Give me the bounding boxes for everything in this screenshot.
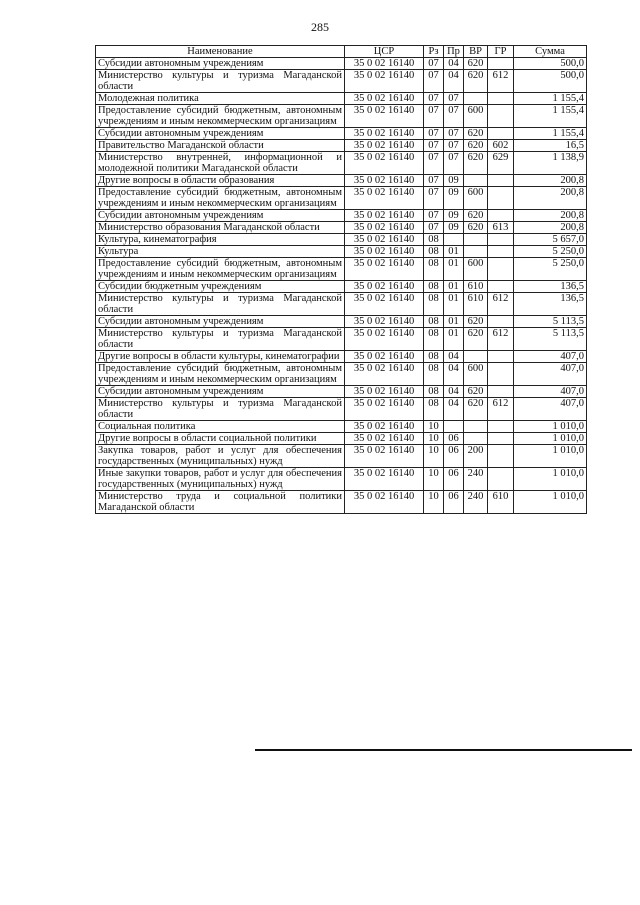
- table-row: [96, 445, 587, 468]
- table-row: [96, 140, 587, 152]
- row-pr: 07: [444, 128, 464, 140]
- row-vr: [464, 246, 488, 258]
- row-name: Субсидии автономным учреждениям: [96, 316, 345, 328]
- table-row: [96, 433, 587, 445]
- table-row: [96, 246, 587, 258]
- row-sum: 1 010,0: [514, 421, 587, 433]
- row-rz: 10: [424, 491, 444, 514]
- row-csr: 35 0 02 16140: [345, 105, 424, 128]
- row-rz: 08: [424, 328, 444, 351]
- row-sum: 200,8: [514, 187, 587, 210]
- table-row: [96, 58, 587, 70]
- table-row: [96, 491, 587, 514]
- row-name: Субсидии автономным учреждениям: [96, 58, 345, 70]
- row-sum: 1 155,4: [514, 93, 587, 105]
- row-name: Иные закупки товаров, работ и услуг для обеспечения государственных (муниципальных) нужд: [96, 468, 345, 491]
- row-name: Предоставление субсидий бюджетным, автономным учреждениям и иным некоммерческим организациям: [96, 105, 345, 128]
- table-row: [96, 351, 587, 363]
- page-number: 285: [311, 20, 329, 34]
- row-pr: 04: [444, 58, 464, 70]
- row-pr: 01: [444, 316, 464, 328]
- row-vr: 600: [464, 187, 488, 210]
- row-gr: [488, 234, 514, 246]
- table-row: [96, 210, 587, 222]
- row-sum: 1 010,0: [514, 433, 587, 445]
- row-name: Министерство труда и социальной политики Магаданской области: [96, 491, 345, 514]
- row-gr: [488, 128, 514, 140]
- row-csr: 35 0 02 16140: [345, 328, 424, 351]
- row-csr: 35 0 02 16140: [345, 421, 424, 433]
- row-gr: [488, 468, 514, 491]
- table-header-row: [96, 46, 587, 58]
- row-rz: 08: [424, 386, 444, 398]
- row-pr: 01: [444, 328, 464, 351]
- header-pr: Пр: [444, 46, 464, 58]
- row-name: Министерство культуры и туризма Магаданской области: [96, 293, 345, 316]
- row-pr: 07: [444, 140, 464, 152]
- row-sum: 1 155,4: [514, 105, 587, 128]
- header-name: Наименование: [96, 46, 345, 58]
- row-vr: [464, 433, 488, 445]
- row-vr: [464, 234, 488, 246]
- row-rz: 07: [424, 140, 444, 152]
- row-vr: [464, 421, 488, 433]
- row-csr: 35 0 02 16140: [345, 386, 424, 398]
- table-row: [96, 234, 587, 246]
- row-csr: 35 0 02 16140: [345, 293, 424, 316]
- row-vr: 620: [464, 58, 488, 70]
- table-row: [96, 398, 587, 421]
- row-pr: 09: [444, 175, 464, 187]
- header-csr: ЦСР: [345, 46, 424, 58]
- row-csr: 35 0 02 16140: [345, 398, 424, 421]
- row-name: Министерство культуры и туризма Магаданской области: [96, 70, 345, 93]
- header-gr: ГР: [488, 46, 514, 58]
- table-row: [96, 152, 587, 175]
- row-rz: 08: [424, 293, 444, 316]
- row-name: Другие вопросы в области социальной политики: [96, 433, 345, 445]
- table-row: [96, 386, 587, 398]
- row-csr: 35 0 02 16140: [345, 445, 424, 468]
- row-pr: [444, 421, 464, 433]
- row-name: Министерство образования Магаданской области: [96, 222, 345, 234]
- row-name: Культура: [96, 246, 345, 258]
- row-pr: 07: [444, 152, 464, 175]
- row-rz: 08: [424, 363, 444, 386]
- row-csr: 35 0 02 16140: [345, 316, 424, 328]
- row-sum: 1 138,9: [514, 152, 587, 175]
- row-sum: 1 010,0: [514, 468, 587, 491]
- row-pr: 06: [444, 445, 464, 468]
- row-rz: 07: [424, 222, 444, 234]
- row-name: Правительство Магаданской области: [96, 140, 345, 152]
- row-vr: 240: [464, 491, 488, 514]
- row-csr: 35 0 02 16140: [345, 128, 424, 140]
- row-rz: 07: [424, 105, 444, 128]
- row-vr: [464, 351, 488, 363]
- row-name: Министерство культуры и туризма Магаданской области: [96, 398, 345, 421]
- row-pr: 06: [444, 491, 464, 514]
- row-rz: 07: [424, 187, 444, 210]
- row-sum: 1 010,0: [514, 445, 587, 468]
- row-vr: 620: [464, 140, 488, 152]
- row-name: Молодежная политика: [96, 93, 345, 105]
- row-name: Предоставление субсидий бюджетным, автономным учреждениям и иным некоммерческим организациям: [96, 258, 345, 281]
- row-rz: 07: [424, 93, 444, 105]
- row-gr: [488, 316, 514, 328]
- row-gr: 613: [488, 222, 514, 234]
- table-row: [96, 281, 587, 293]
- row-rz: 08: [424, 234, 444, 246]
- row-rz: 10: [424, 421, 444, 433]
- row-sum: 200,8: [514, 222, 587, 234]
- row-pr: 06: [444, 468, 464, 491]
- row-csr: 35 0 02 16140: [345, 363, 424, 386]
- row-rz: 07: [424, 152, 444, 175]
- header-rz: Рз: [424, 46, 444, 58]
- row-vr: 600: [464, 363, 488, 386]
- row-pr: 09: [444, 187, 464, 210]
- row-name: Предоставление субсидий бюджетным, автономным учреждениям и иным некоммерческим организациям: [96, 187, 345, 210]
- row-csr: 35 0 02 16140: [345, 258, 424, 281]
- row-csr: 35 0 02 16140: [345, 175, 424, 187]
- row-rz: 10: [424, 433, 444, 445]
- row-sum: 407,0: [514, 398, 587, 421]
- row-vr: 600: [464, 258, 488, 281]
- row-vr: 240: [464, 468, 488, 491]
- table-row: [96, 105, 587, 128]
- row-vr: 620: [464, 210, 488, 222]
- row-sum: 407,0: [514, 351, 587, 363]
- row-pr: 01: [444, 246, 464, 258]
- row-pr: [444, 234, 464, 246]
- row-rz: 08: [424, 316, 444, 328]
- row-vr: 620: [464, 398, 488, 421]
- row-csr: 35 0 02 16140: [345, 246, 424, 258]
- row-sum: 5 250,0: [514, 246, 587, 258]
- table-row: [96, 316, 587, 328]
- row-pr: 04: [444, 398, 464, 421]
- row-pr: 04: [444, 363, 464, 386]
- row-gr: [488, 433, 514, 445]
- row-name: Субсидии автономным учреждениям: [96, 386, 345, 398]
- row-vr: 620: [464, 316, 488, 328]
- row-gr: [488, 105, 514, 128]
- row-gr: [488, 421, 514, 433]
- row-pr: 04: [444, 70, 464, 93]
- row-name: Закупка товаров, работ и услуг для обеспечения государственных (муниципальных) нужд: [96, 445, 345, 468]
- row-pr: 01: [444, 258, 464, 281]
- row-gr: [488, 258, 514, 281]
- row-csr: 35 0 02 16140: [345, 468, 424, 491]
- row-sum: 200,8: [514, 175, 587, 187]
- row-sum: 5 113,5: [514, 328, 587, 351]
- table-row: [96, 258, 587, 281]
- row-gr: 612: [488, 398, 514, 421]
- row-pr: 07: [444, 93, 464, 105]
- row-sum: 136,5: [514, 293, 587, 316]
- row-vr: 620: [464, 128, 488, 140]
- row-name: Социальная политика: [96, 421, 345, 433]
- bottom-rule: [255, 749, 632, 751]
- row-gr: [488, 351, 514, 363]
- row-gr: 602: [488, 140, 514, 152]
- row-rz: 10: [424, 445, 444, 468]
- row-sum: 5 113,5: [514, 316, 587, 328]
- row-gr: [488, 187, 514, 210]
- table-row: [96, 421, 587, 433]
- table-row: [96, 93, 587, 105]
- row-csr: 35 0 02 16140: [345, 210, 424, 222]
- row-sum: 200,8: [514, 210, 587, 222]
- row-name: Субсидии бюджетным учреждениям: [96, 281, 345, 293]
- row-name: Министерство культуры и туризма Магаданской области: [96, 328, 345, 351]
- row-rz: 07: [424, 70, 444, 93]
- row-name: Субсидии автономным учреждениям: [96, 128, 345, 140]
- row-csr: 35 0 02 16140: [345, 58, 424, 70]
- row-sum: 136,5: [514, 281, 587, 293]
- row-csr: 35 0 02 16140: [345, 433, 424, 445]
- row-sum: 1 010,0: [514, 491, 587, 514]
- table-row: [96, 328, 587, 351]
- row-sum: 1 155,4: [514, 128, 587, 140]
- row-vr: [464, 93, 488, 105]
- row-vr: 620: [464, 152, 488, 175]
- row-gr: 612: [488, 293, 514, 316]
- table-row: [96, 187, 587, 210]
- row-sum: 500,0: [514, 58, 587, 70]
- row-gr: [488, 93, 514, 105]
- row-gr: [488, 246, 514, 258]
- row-csr: 35 0 02 16140: [345, 491, 424, 514]
- row-csr: 35 0 02 16140: [345, 140, 424, 152]
- row-sum: 500,0: [514, 70, 587, 93]
- row-rz: 08: [424, 398, 444, 421]
- budget-table: [95, 45, 587, 514]
- table-row: [96, 222, 587, 234]
- row-name: Другие вопросы в области образования: [96, 175, 345, 187]
- row-csr: 35 0 02 16140: [345, 281, 424, 293]
- row-csr: 35 0 02 16140: [345, 351, 424, 363]
- header-sum: Сумма: [514, 46, 587, 58]
- row-gr: 629: [488, 152, 514, 175]
- row-vr: 620: [464, 222, 488, 234]
- header-vr: ВР: [464, 46, 488, 58]
- row-vr: 620: [464, 70, 488, 93]
- row-vr: 620: [464, 386, 488, 398]
- row-pr: 06: [444, 433, 464, 445]
- row-name: Министерство внутренней, информационной и молодежной политики Магаданской области: [96, 152, 345, 175]
- row-pr: 04: [444, 386, 464, 398]
- row-vr: 610: [464, 293, 488, 316]
- row-gr: 612: [488, 328, 514, 351]
- row-gr: 612: [488, 70, 514, 93]
- row-gr: [488, 58, 514, 70]
- table-row: [96, 468, 587, 491]
- row-rz: 08: [424, 281, 444, 293]
- row-vr: 610: [464, 281, 488, 293]
- row-rz: 08: [424, 351, 444, 363]
- row-gr: [488, 175, 514, 187]
- row-csr: 35 0 02 16140: [345, 234, 424, 246]
- row-gr: [488, 386, 514, 398]
- table-row: [96, 70, 587, 93]
- row-pr: 01: [444, 293, 464, 316]
- row-gr: [488, 363, 514, 386]
- row-gr: [488, 281, 514, 293]
- table-row: [96, 175, 587, 187]
- row-sum: 5 657,0: [514, 234, 587, 246]
- row-csr: 35 0 02 16140: [345, 222, 424, 234]
- row-name: Субсидии автономным учреждениям: [96, 210, 345, 222]
- row-sum: 5 250,0: [514, 258, 587, 281]
- row-rz: 10: [424, 468, 444, 491]
- row-csr: 35 0 02 16140: [345, 70, 424, 93]
- row-vr: 200: [464, 445, 488, 468]
- row-sum: 407,0: [514, 386, 587, 398]
- row-csr: 35 0 02 16140: [345, 93, 424, 105]
- row-pr: 04: [444, 351, 464, 363]
- row-csr: 35 0 02 16140: [345, 152, 424, 175]
- row-gr: [488, 210, 514, 222]
- row-vr: 620: [464, 328, 488, 351]
- row-name: Другие вопросы в области культуры, кинематографии: [96, 351, 345, 363]
- row-rz: 08: [424, 258, 444, 281]
- row-sum: 407,0: [514, 363, 587, 386]
- row-sum: 16,5: [514, 140, 587, 152]
- row-rz: 07: [424, 128, 444, 140]
- row-name: Культура, кинематография: [96, 234, 345, 246]
- row-pr: 07: [444, 105, 464, 128]
- row-rz: 07: [424, 210, 444, 222]
- row-csr: 35 0 02 16140: [345, 187, 424, 210]
- table-row: [96, 293, 587, 316]
- row-name: Предоставление субсидий бюджетным, автономным учреждениям и иным некоммерческим организациям: [96, 363, 345, 386]
- table-row: [96, 128, 587, 140]
- row-pr: 01: [444, 281, 464, 293]
- row-vr: [464, 175, 488, 187]
- row-pr: 09: [444, 222, 464, 234]
- table-row: [96, 363, 587, 386]
- row-gr: 610: [488, 491, 514, 514]
- row-vr: 600: [464, 105, 488, 128]
- row-rz: 07: [424, 58, 444, 70]
- row-gr: [488, 445, 514, 468]
- row-rz: 08: [424, 246, 444, 258]
- row-pr: 09: [444, 210, 464, 222]
- row-rz: 07: [424, 175, 444, 187]
